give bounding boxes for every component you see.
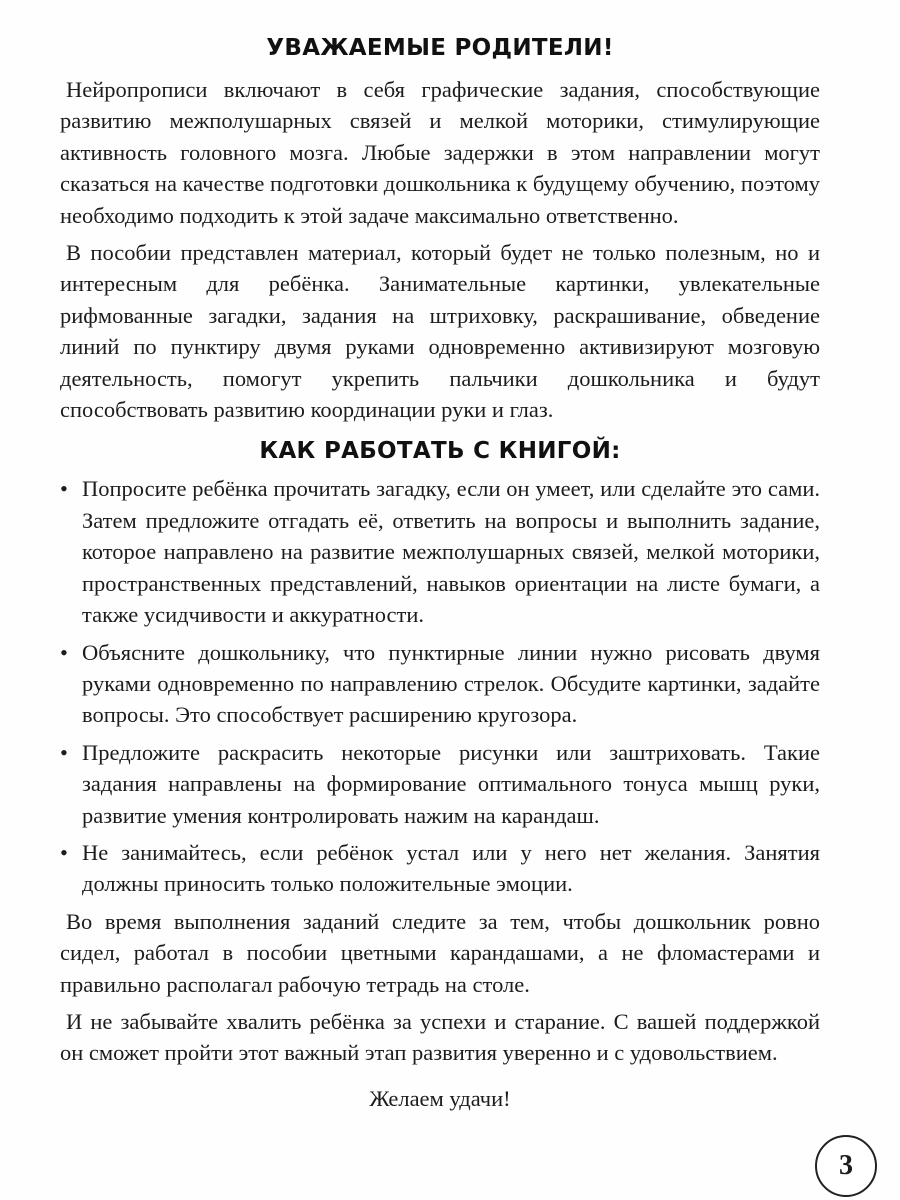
bullet-icon: •: [60, 476, 68, 502]
page-number: 3: [839, 1150, 853, 1181]
list-item-text: Не занимайтесь, если ребёнок устал или у него нет желания. Занятия должны приносить только положительные эмоции.: [82, 839, 820, 897]
bullet-icon: •: [60, 639, 68, 665]
list-item: [60, 837, 820, 900]
list-item-text: Предложите раскрасить некоторые рисунки или заштриховать. Такие задания направлены на формирование оптимального тонуса мышц руки, развитие умения контролировать нажим на карандаш.: [82, 739, 820, 828]
list-item-text: Объясните дошкольнику, что пунктирные линии нужно рисовать двумя руками одновременно по направлению стрелок. Обсудите картинки, задайте вопросы. Это способствует расширению кругозора.: [82, 639, 820, 728]
list-item: [60, 637, 820, 731]
page-number-badge: [815, 1135, 877, 1197]
list-item: [60, 737, 820, 831]
outro-paragraph-2: И не забывайте хвалить ребёнка за успехи и старание. С вашей поддержкой он сможет пройти этот важный этап развития уверенно и с удовольствием.: [60, 1008, 820, 1066]
howto-list: [60, 473, 820, 899]
document-page: [60, 28, 820, 1120]
howto-heading: КАК РАБОТАТЬ С КНИГОЙ:: [259, 438, 621, 465]
intro-paragraph-2: В пособии представлен материал, который будет не только полезным, но и интересным для ребёнка. Занимательные картинки, увлекательные рифмованные загадки, задания на штриховку, раскрашивание, обведение линий по пунктиру двумя руками одновременно активизируют мозговую деятельность, помогут укрепить пальчики дошкольника и будут способствовать развитию координации руки и глаз.: [60, 240, 820, 423]
bullet-icon: •: [60, 839, 68, 865]
bullet-icon: •: [60, 739, 68, 765]
intro-paragraph-1: Нейропрописи включают в себя графические задания, способствующие развитию межполушарных связей и мелкой моторики, стимулирующие активность головного мозга. Любые задержки в этом направлении могут сказаться на качестве подготовки дошкольника к будущему обучению, поэтому необходимо подходить к этой задаче максимально ответственно.: [60, 77, 820, 228]
list-item-text: Попросите ребёнка прочитать загадку, если он умеет, или сделайте это сами. Затем предложите отгадать её, ответить на вопросы и выполнить задание, которое направлено на развитие межполушарных связей, мелкой моторики, пространственных представлений, навыков ориентации на листе бумаги, а также усидчивости и аккуратности.: [82, 476, 820, 628]
list-item: [60, 473, 820, 630]
outro-paragraph-1: Во время выполнения заданий следите за тем, чтобы дошкольник ровно сидел, работал в пособии цветными карандашами, а не фломастерами и правильно располагал рабочую тетрадь на столе.: [60, 908, 820, 997]
closing-line: Желаем удачи!: [369, 1085, 511, 1111]
page-title: УВАЖАЕМЫЕ РОДИТЕЛИ!: [266, 35, 614, 61]
